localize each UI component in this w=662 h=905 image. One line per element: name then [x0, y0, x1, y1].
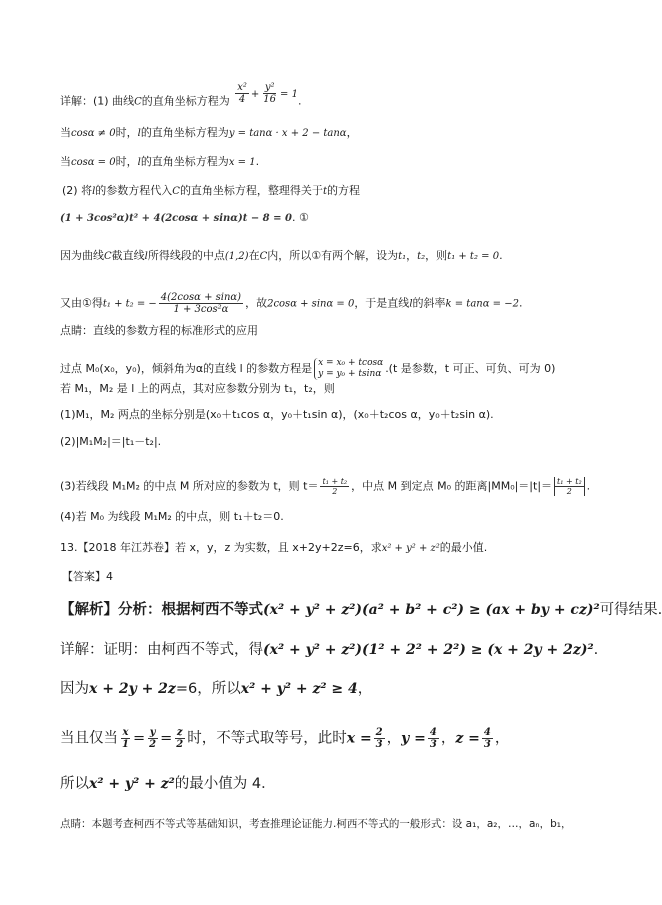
- tip-heading-parametric: 点睛：直线的参数方程的标准形式的应用: [60, 324, 258, 337]
- fraction-y2-over-16: $\frac{\text{y²}}{16}$: [263, 82, 277, 105]
- line-cos-zero: 当cosα = 0时，l的直角坐标方程为x = 1.: [60, 155, 260, 168]
- equation-one: (1 + 3cos²α)t² + 4(2cosα + sinα)t − 8 = 0. ①: [60, 211, 309, 224]
- fraction-z-value: $\frac{4}{3}$: [483, 727, 491, 750]
- answer-line: 【答案】4: [62, 570, 113, 583]
- two-points-statement: 若 M₁，M₂ 是 l 上的两点，其对应参数分别为 t₁，t₂，则: [60, 382, 335, 395]
- analysis-line: 【解析】分析：根据柯西不等式(x² + y² + z²)(a² + b² + c²) ≥ (ax + by + cz)²可得结果.: [60, 602, 662, 618]
- fraction-x-over-1: $\frac{x}{1}$: [122, 727, 129, 750]
- constraint-line: 因为x + 2y + 2z=6，所以x² + y² + z² ≥ 4，: [60, 681, 373, 697]
- slope-derivation: 又由①得t₁ + t₂ = − $\frac{4(2\cos\alpha + \sin\alpha)}{\text{1 + 3cos²α}}$ ，故2cosα + sinα = 0，于是直线l的斜率k = tanα = −2.: [60, 292, 523, 315]
- property-1: (1)M₁，M₂ 两点的坐标分别是(x₀＋t₁cos α，y₀＋t₁sin α)，(x₀＋t₂cos α，y₀＋t₂sin α).: [60, 408, 494, 421]
- equality-condition-line: 当且仅当 $\frac{x}{1}$ = $\frac{y}{2}$ = $\frac{z}{2}$ 时，不等式取等号，此时x = $\frac{2}{3}$ ，y = $\frac{4}{3}$ ，z = $\frac{4}{3}$ ，: [60, 727, 510, 750]
- solution-part1-curve-equation: 详解：(1) 曲线C的直角坐标方程为 $\frac{\text{x²}}{4}$ + $\frac{\text{y²}}{16}$ = 1.: [60, 82, 302, 108]
- solution-part2-intro: (2) 将l的参数方程代入C的直角坐标方程，整理得关于t的方程: [62, 184, 360, 197]
- fraction-y-over-2: $\frac{y}{2}$: [149, 727, 157, 750]
- fraction-midpoint-distance: $\frac{\text{t₁ + t₂}}{2}$: [554, 477, 585, 496]
- fraction-x2-over-4: $\frac{\text{x²}}{4}$: [237, 82, 247, 105]
- proof-cauchy-line: 详解：证明：由柯西不等式，得(x² + y² + z²)(1² + 2² + 2²) ≥ (x + 2y + 2z)².: [60, 642, 599, 658]
- fraction-y-value: $\frac{4}{3}$: [429, 727, 437, 750]
- minimum-value-line: 所以x² + y² + z²的最小值为 4．: [60, 776, 276, 792]
- midpoint-argument: 因为曲线C截直线l所得线段的中点(1,2)在C内，所以①有两个解，设为t₁，t₂，则t₁ + t₂ = 0.: [60, 249, 503, 262]
- problem-13-statement: 13.【2018 年江苏卷】若 x，y，z 为实数，且 x+2y+2z=6，求x² + y² + z²的最小值.: [60, 541, 488, 554]
- fraction-x-value: $\frac{2}{3}$: [375, 727, 383, 750]
- line-cos-nonzero: 当cosα ≠ 0时，l的直角坐标方程为y = tanα · x + 2 − tanα，: [60, 126, 358, 139]
- fraction-sum-of-roots: $\frac{4(2\cos\alpha + \sin\alpha)}{\text{1 + 3cos²α}}$: [160, 292, 242, 315]
- fraction-midpoint-param: $\frac{\text{t₁ + t₂}}{2}$: [322, 477, 348, 496]
- tip-cauchy-general-form: 点睛：本题考查柯西不等式等基础知识，考查推理论证能力.柯西不等式的一般形式：设 a₁，a₂，…，aₙ，b₁，: [60, 818, 572, 830]
- parametric-form-definition: 过点 M₀(x₀，y₀)，倾斜角为α的直线 l 的参数方程是 x = x₀ + tcosα y = y₀ + tsinα .(t 是参数，t 可正、可负、可为 0): [60, 358, 556, 379]
- property-2: (2)|M₁M₂|＝|t₁－t₂|.: [60, 435, 162, 448]
- property-3: (3)若线段 M₁M₂ 的中点 M 所对应的参数为 t，则 t＝ $\frac{\text{t₁ + t₂}}{2}$ ，中点 M 到定点 M₀ 的距离|MM₀|＝|t|＝ $\frac{\text{t₁ + t₂}}{2}$ .: [60, 477, 591, 496]
- fraction-z-over-2: $\frac{z}{2}$: [176, 727, 184, 750]
- parametric-system-brace: x = x₀ + tcosα y = y₀ + tsinα: [314, 358, 383, 380]
- property-4: (4)若 M₀ 为线段 M₁M₂ 的中点，则 t₁＋t₂＝0.: [60, 510, 284, 523]
